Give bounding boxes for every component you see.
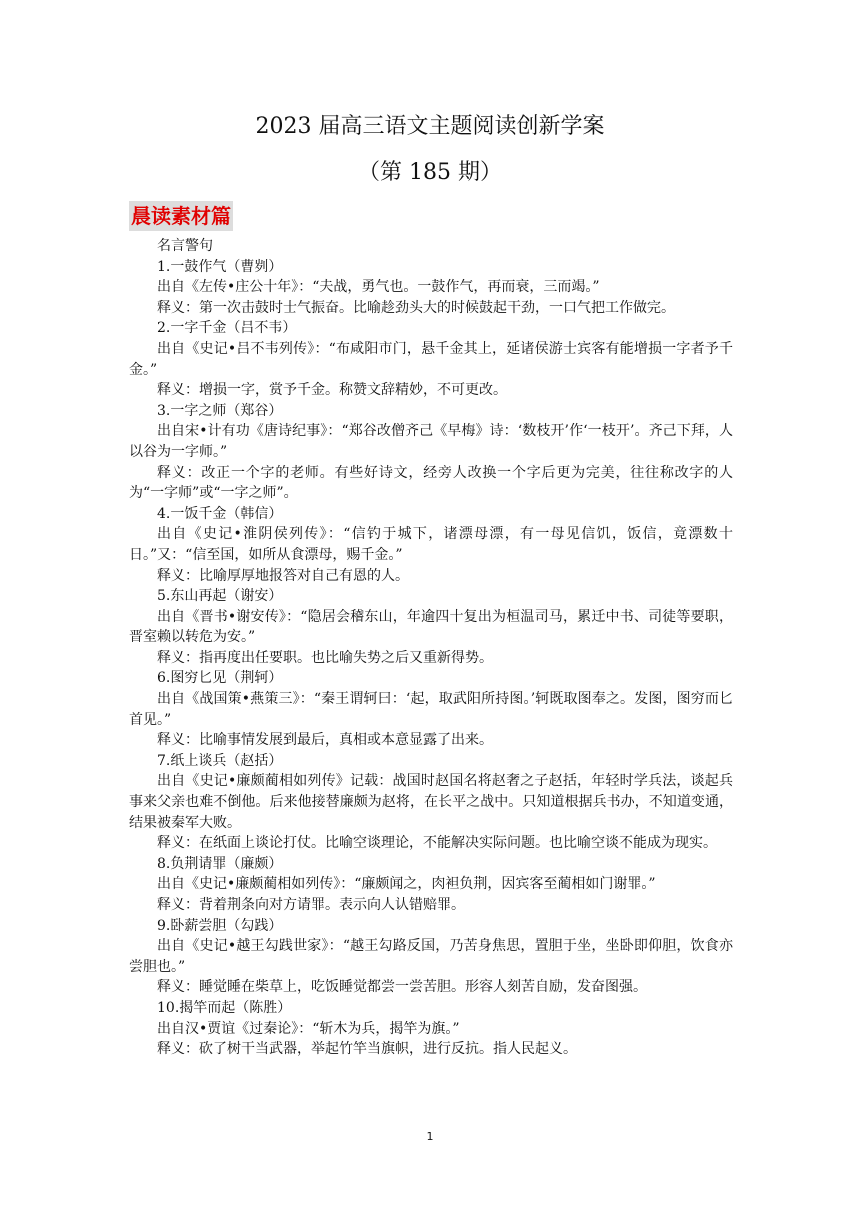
paragraph: 10.揭竿而起（陈胜）	[157, 999, 292, 1016]
paragraph: 释义：增损一字，赏予千金。称赞文辞精妙，不可更改。	[157, 382, 507, 399]
section-heading: 晨读素材篇	[129, 201, 233, 231]
paragraph: 出自《史记•淮阴侯列传》：“信钓于城下，诸漂母漂，有一母见信饥，饭信，竟漂数十日。”又：“信至国，如所从食漂母，赐千金。”	[129, 526, 733, 563]
paragraph: 出自宋•计有功《唐诗纪事》：“郑谷改僧齐己《早梅》诗：‘数枝开’作‘一枝开’。齐己下拜，人以谷为一字师。”	[129, 423, 733, 460]
paragraph: 释义：指再度出任要职。也比喻失势之后又重新得势。	[157, 649, 493, 666]
page-number: 1	[426, 1130, 434, 1143]
paragraph: 出自《晋书•谢安传》：“隐居会稽东山，年逾四十复出为桓温司马，累迁中书、司徒等要职，晋室赖以转危为安。”	[129, 608, 733, 646]
paragraph: 释义：比喻厚厚地报答对自己有恩的人。	[157, 567, 409, 584]
paragraph: 5.东山再起（谢安）	[157, 588, 283, 605]
paragraph: 9.卧薪尝胆（勾践）	[157, 917, 283, 934]
paragraph: 释义：在纸面上谈论打仗。比喻空谈理论，不能解决实际问题。也比喻空谈不能成为现实。	[157, 835, 717, 852]
paragraph: 释义：背着荆条向对方请罪。表示向人认错赔罪。	[157, 897, 465, 913]
paragraph: 3.一字之师（郑谷）	[157, 402, 283, 419]
paragraph: 出自《史记•吕不韦列传》：“布咸阳市门，悬千金其上，延诸侯游士宾客有能增损一字者予千金。”	[129, 340, 733, 378]
paragraph: 7.纸上谈兵（赵括）	[157, 752, 283, 769]
paragraph: 名言警句	[157, 238, 213, 254]
paragraph: 出自《史记•越王勾践世家》：“越王勾路反国，乃苦身焦思，置胆于坐，坐卧即仰胆，饮食亦尝胆也。”	[129, 938, 733, 975]
paragraph: 4.一饭千金（韩信）	[157, 505, 283, 522]
paragraph: 8.负荆请罪（廉颇）	[157, 855, 283, 872]
paragraph: 释义：睡觉睡在柴草上，吃饭睡觉都尝一尝苦胆。形容人刻苦自励，发奋图强。	[157, 979, 647, 996]
paragraph: 出自《史记•廉颇蔺相如列传》记载：战国时赵国名将赵奢之子赵括，年轻时学兵法，谈起兵事来父亲也难不倒他。后来他接替廉颇为赵将，在长平之战中。只知道根据兵书办，不知道变通，结果被秦军大败。	[129, 773, 733, 831]
document-title: 2023 届高三语文主题阅读创新学案	[255, 114, 605, 139]
paragraph: 2.一字千金（吕不韦）	[157, 320, 297, 337]
document-body	[129, 236, 733, 1060]
paragraph: 出自《史记•廉颇蔺相如列传》：“廉颇闻之，肉袒负荆，因宾客至蔺相如门谢罪。”	[157, 876, 656, 893]
paragraph: 释义：第一次击鼓时士气振奋。比喻趁劲头大的时候鼓起干劲，一口气把工作做完。	[157, 299, 675, 316]
issue-number: （第 185 期）	[358, 160, 502, 185]
paragraph: 出自汉•贾谊《过秦论》：“斩木为兵，揭竿为旗。”	[157, 1020, 460, 1037]
paragraph: 出自《左传•庄公十年》：“夫战，勇气也。一鼓作气，再而衰，三而竭。”	[157, 279, 600, 296]
paragraph: 释义：比喻事情发展到最后，真相或本意显露了出来。	[157, 732, 493, 749]
paragraph: 1.一鼓作气（曹刿）	[157, 258, 283, 275]
paragraph: 释义：砍了树干当武器，举起竹竿当旗帜，进行反抗。指人民起义。	[157, 1041, 577, 1058]
paragraph: 出自《战国策•燕策三》：“秦王谓轲曰：‘起，取武阳所持图。’轲既取图奉之。发图，图穷而匕首见。”	[129, 691, 733, 728]
paragraph: 释义：改正一个字的老师。有些好诗文，经旁人改换一个字后更为完美，往往称改字的人为“一字师”或“一字之师”。	[129, 464, 733, 502]
paragraph: 6.图穷匕见（荆轲）	[157, 670, 283, 687]
